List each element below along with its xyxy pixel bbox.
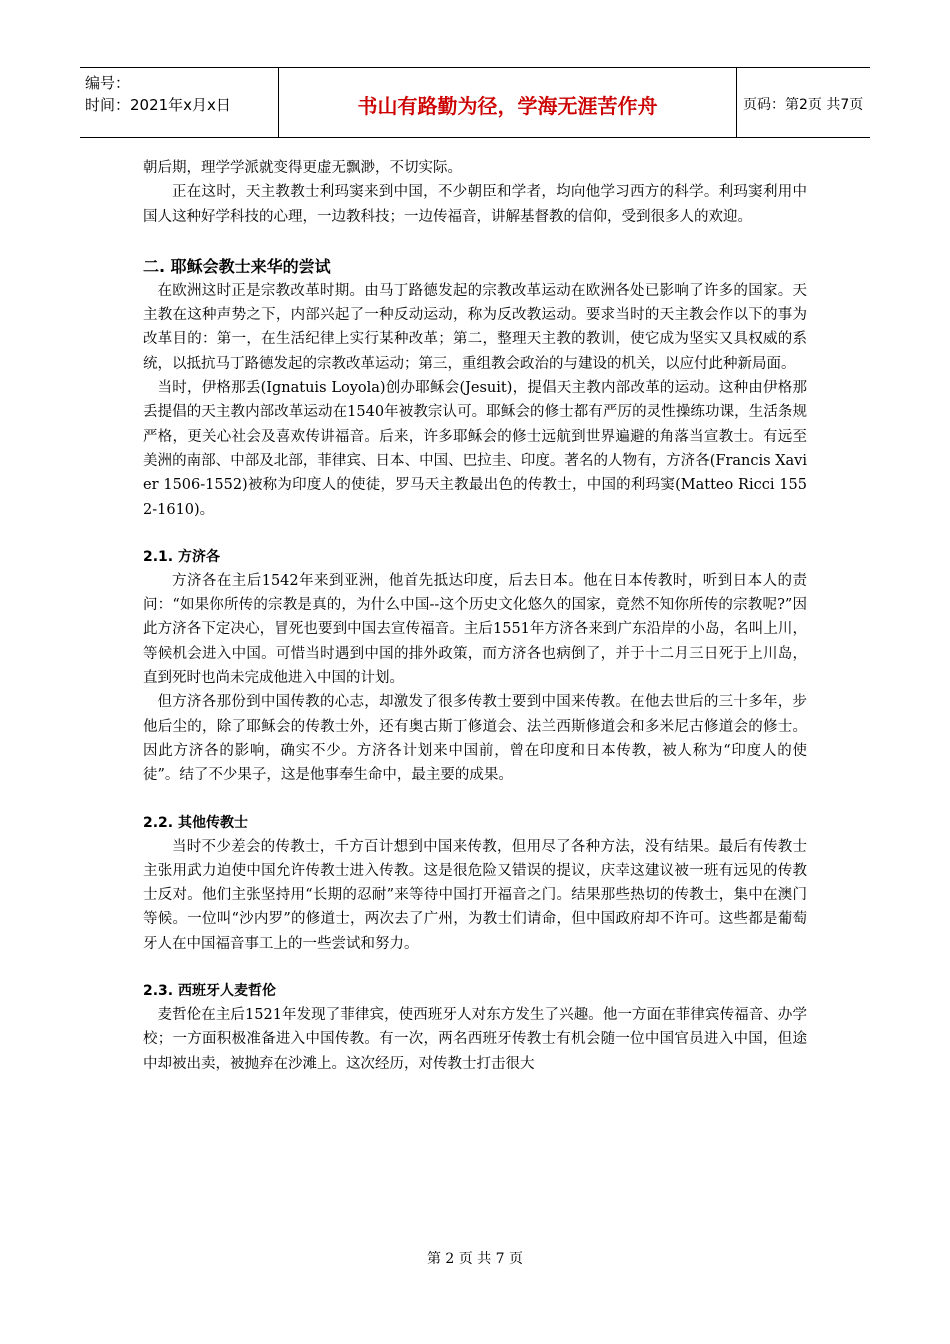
paragraph: 麦哲伦在主后1521年发现了菲律宾，使西班牙人对东方发生了兴趣。他一方面在菲律宾传福音、办学校；一方面积极准备进入中国传教。有一次，两名西班牙传教士有机会随一位中国官员进入中国，但途中却被出卖，被抛弃在沙滩上。这次经历，对传教士打击很大 <box>143 1007 807 1072</box>
header-motto-cell <box>279 68 737 137</box>
paragraph: 但方济各那份到中国传教的心志，却激发了很多传教士要到中国来传教。在他去世后的三十多年，步他后尘的，除了耶稣会的传教士外，还有奥古斯丁修道会、法兰西斯修道会和多米尼古修道会的修士。因此方济各的影响，确实不少。方济各计划来中国前，曾在印度和日本传教，被人称为“印度人的使徒”。结了不少果子，这是他事奉生命中，最主要的成果。 <box>143 694 807 784</box>
paragraph: 当时不少差会的传教士，千方百计想到中国来传教，但用尽了各种方法，没有结果。最后有传教士主张用武力迫使中国允许传教士进入传教。这是很危险又错误的提议，庆幸这建议被一班有远见的传教士反对。他们主张坚持用“长期的忍耐”来等待中国打开福音之门。结果那些热切的传教士，集中在澳门等候。一位叫“沙内罗”的修道士，两次去了广州，为教士们请命，但中国政府却不许可。这些都是葡萄牙人在中国福音事工上的一些尝试和努力。 <box>143 838 807 952</box>
paragraph: 在欧洲这时正是宗教改革时期。由马丁路德发起的宗教改革运动在欧洲各处已影响了许多的国家。天主教在这种声势之下，内部兴起了一种反动运动，称为反改教运动。要求当时的天主教会作以下的事为改革目的：第一，在生活纪律上实行某种改革；第二，整理天主教的教训，使它成为坚实又具权威的系统，以抵抗马丁路德发起的宗教改革运动；第三，重组教会政治的与建设的机关，以应付此种新局面。 <box>143 282 807 372</box>
document-number-label: 编号： <box>85 74 131 92</box>
paragraph: 方济各在主后1542年来到亚洲，他首先抵达印度，后去日本。他在日本传教时，听到日本人的责问：“如果你所传的宗教是真的，为什么中国--这个历史文化悠久的国家，竟然不知你所传的宗教呢?”因此方济各下定决心，冒死也要到中国去宣传福音。主后1551年方济各来到广东沿岸的小岛，名叫上川，等候机会进入中国。可惜当时遇到中国的排外政策，而方济各也病倒了，并于十二月三日死于上川岛，直到死时也尚未完成他进入中国的计划。 <box>143 572 807 687</box>
header-page-cell <box>737 68 870 137</box>
subsection-heading: 2.3. 西班牙人麦哲伦 <box>143 983 276 1000</box>
paragraph: 朝后期，理学学派就变得更虚无飘渺，不切实际。 <box>143 160 462 176</box>
paragraph: 正在这时，天主教教士利玛窦来到中国，不少朝臣和学者，均向他学习西方的科学。利玛窦利用中国人这种好学科技的心理，一边教科技；一边传福音，讲解基督教的信仰，受到很多人的欢迎。 <box>143 184 807 225</box>
header-info-cell <box>80 68 279 137</box>
page-footer: 第 2 页 共 7 页 <box>426 1251 524 1267</box>
header-page-number: 页码：第2页 共7页 <box>743 97 864 113</box>
page-header <box>80 67 870 138</box>
paragraph: 当时，伊格那丢(Ignatuis Loyola)创办耶稣会(Jesuit)，提倡天主教内部改革的运动。这种由伊格那丢提倡的天主教内部改革运动在1540年被教宗认可。耶稣会的修士都有严厉的灵性操练功课，生活条规严格，更关心社会及喜欢传讲福音。后来，许多耶稣会的修士远航到世界遍避的角落当宣教士。有远至美洲的南部、中部及北部，菲律宾、日本、中国、巴拉圭、印度。著名的人物有，方济各(Francis Xavier 1506-1552)被称为印度人的使徒，罗马天主教最出色的传教士，中国的利玛窦(Matteo Ricci 1552-1610)。 <box>143 380 807 518</box>
document-body <box>143 156 807 1076</box>
header-motto: 书山有路勤为径，学海无涯苦作舟 <box>357 94 658 118</box>
subsection-heading: 2.2. 其他传教士 <box>143 814 248 831</box>
section-heading: 二. 耶稣会教士来华的尝试 <box>143 256 331 276</box>
document-time-label: 时间：2021年x月x日 <box>85 96 231 114</box>
subsection-heading: 2.1. 方济各 <box>143 548 220 565</box>
